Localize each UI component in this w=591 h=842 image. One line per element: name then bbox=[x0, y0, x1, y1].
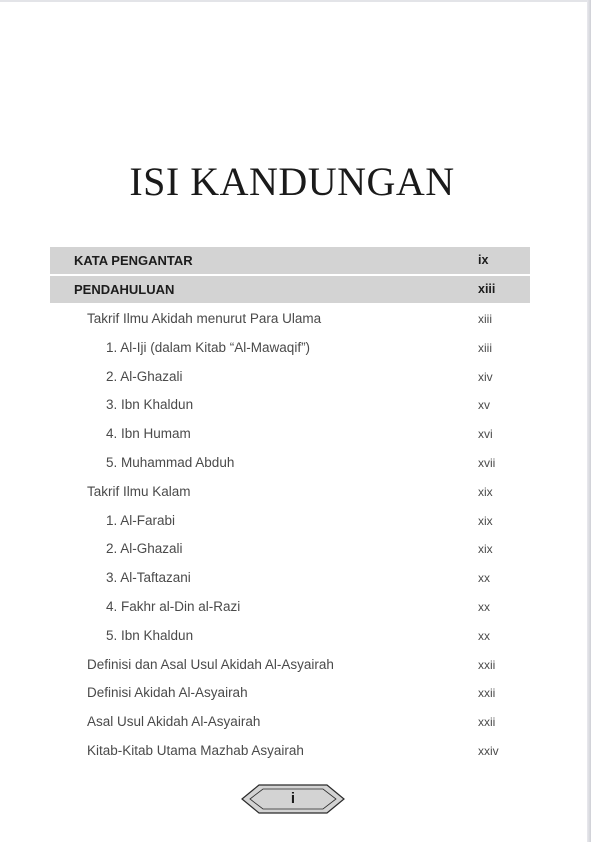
toc-section[interactable] bbox=[50, 737, 530, 766]
toc-entry-page: xx bbox=[478, 628, 490, 643]
table-of-contents bbox=[50, 247, 530, 766]
toc-entry-page: xx bbox=[478, 599, 490, 614]
toc-subsection[interactable] bbox=[50, 420, 530, 449]
toc-entry-label: 1. Al-Iji (dalam Kitab “Al-Mawaqif”) bbox=[106, 339, 311, 355]
page-top-edge bbox=[0, 0, 591, 2]
toc-subsection[interactable] bbox=[50, 449, 530, 478]
toc-subsection[interactable] bbox=[50, 363, 530, 392]
toc-entry-label: 3. Ibn Khaldun bbox=[106, 397, 194, 413]
toc-entry-label: PENDAHULUAN bbox=[74, 282, 175, 297]
toc-entry-page: xxii bbox=[478, 657, 496, 672]
toc-entry-label: 5. Ibn Khaldun bbox=[106, 627, 194, 643]
toc-entry-page: xix bbox=[478, 484, 493, 499]
toc-entry-label: 5. Muhammad Abduh bbox=[106, 454, 235, 470]
page-number-badge bbox=[240, 782, 346, 816]
toc-entry-page: xix bbox=[478, 542, 493, 557]
toc-subsection[interactable] bbox=[50, 535, 530, 564]
toc-entry-label: Takrif Ilmu Kalam bbox=[87, 483, 191, 499]
toc-subsection[interactable] bbox=[50, 391, 530, 420]
toc-entry-page: xxii bbox=[478, 715, 496, 730]
toc-chapter-pendahuluan[interactable] bbox=[50, 276, 530, 303]
toc-entry-label: 1. Al-Farabi bbox=[106, 512, 176, 528]
toc-entry-label: 2. Al-Ghazali bbox=[106, 368, 183, 384]
toc-entry-page: ix bbox=[478, 253, 489, 267]
toc-entry-label: 4. Fakhr al-Din al-Razi bbox=[106, 598, 241, 614]
toc-entry-page: xvi bbox=[478, 427, 493, 442]
toc-entry-page: xxiv bbox=[478, 743, 499, 758]
toc-subsection[interactable] bbox=[50, 507, 530, 536]
toc-section[interactable] bbox=[50, 305, 530, 334]
toc-entry-label: Takrif Ilmu Akidah menurut Para Ulama bbox=[87, 311, 322, 326]
toc-entry-label: 4. Ibn Humam bbox=[106, 426, 191, 442]
toc-subsection[interactable] bbox=[50, 564, 530, 593]
toc-entry-page: xvii bbox=[478, 455, 496, 470]
toc-entry-label: Definisi Akidah Al-Asyairah bbox=[87, 685, 248, 701]
toc-entry-label: Definisi dan Asal Usul Akidah Al-Asyairah bbox=[87, 656, 334, 672]
page-right-edge bbox=[587, 0, 591, 842]
toc-entry-page: xiii bbox=[478, 340, 492, 355]
toc-chapter-kata-pengantar[interactable] bbox=[50, 247, 530, 274]
toc-entry-label: KATA PENGANTAR bbox=[74, 253, 193, 268]
toc-entry-label: Asal Usul Akidah Al-Asyairah bbox=[87, 714, 261, 730]
toc-subsection[interactable] bbox=[50, 593, 530, 622]
toc-entry-page: xix bbox=[478, 513, 493, 528]
toc-entry-label: 3. Al-Taftazani bbox=[106, 570, 191, 586]
toc-section[interactable] bbox=[50, 679, 530, 708]
page-title: ISI KANDUNGAN bbox=[129, 159, 455, 204]
toc-entry-page: xxii bbox=[478, 686, 496, 701]
toc-entry-page: xv bbox=[478, 398, 490, 413]
toc-section[interactable] bbox=[50, 651, 530, 680]
toc-entry-label: Kitab-Kitab Utama Mazhab Asyairah bbox=[87, 742, 304, 758]
toc-section[interactable] bbox=[50, 708, 530, 737]
toc-subsection[interactable] bbox=[50, 622, 530, 651]
toc-subsection[interactable] bbox=[50, 334, 530, 363]
toc-section[interactable] bbox=[50, 478, 530, 507]
page-number: i bbox=[290, 790, 296, 807]
toc-entry-page: xx bbox=[478, 571, 490, 586]
toc-entry-page: xiii bbox=[478, 312, 492, 326]
toc-entry-page: xiii bbox=[478, 282, 496, 296]
toc-entry-page: xiv bbox=[478, 369, 493, 384]
toc-entry-label: 2. Al-Ghazali bbox=[106, 541, 183, 557]
